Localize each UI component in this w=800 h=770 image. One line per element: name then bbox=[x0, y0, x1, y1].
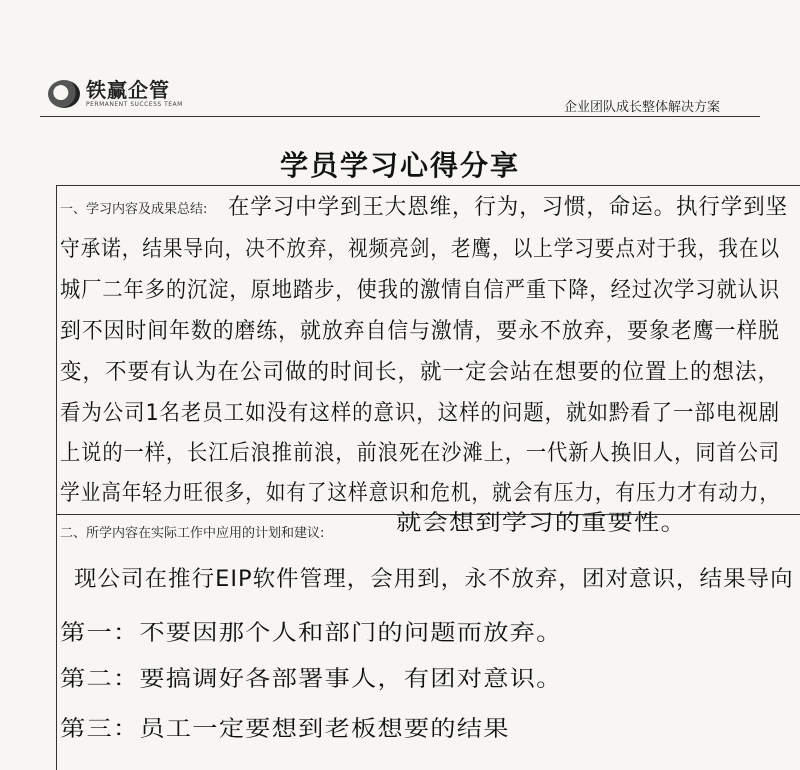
handwritten-line: 就会想到学习的重要性。 bbox=[396, 511, 687, 536]
handwritten-line: 现公司在推行EIP软件管理，会用到，永不放弃，团对意识，结果导向 bbox=[74, 567, 794, 592]
handwritten-line: 第一：不要因那个人和部门的问题而放弃。 bbox=[60, 621, 563, 646]
handwritten-line: 变，不要有认为在公司做的时间长，就一定会站在想要的位置上的想法， bbox=[60, 360, 781, 385]
handwritten-line: 看为公司1名老员工如没有这样的意识，这样的问题，就如黔看了一部电视剧 bbox=[60, 401, 780, 426]
handwritten-line: 第二：要搞调好各部署事人，有团对意识。 bbox=[60, 667, 563, 692]
section2-label: 二、所学内容在实际工作中应用的计划和建议: bbox=[60, 526, 325, 541]
handwritten-line: 第三：员工一定要想到老板想要的结果 bbox=[60, 717, 510, 742]
section1-label: 一、学习内容及成果总结: bbox=[60, 202, 208, 217]
handwritten-line: 上说的一样，长江后浪推前浪，前浪死在沙滩上，一代新人换旧人，同首公司 bbox=[60, 441, 781, 466]
logo-mark-icon bbox=[48, 80, 80, 108]
handwritten-line: 城厂二年多的沉淀，原地踏步，使我的激情自信严重下降，经过次学习就认识 bbox=[60, 278, 781, 303]
header-subtitle: 企业团队成长整体解决方案 bbox=[563, 100, 720, 115]
header-rule bbox=[40, 116, 760, 117]
logo-name: 铁赢企管 bbox=[86, 78, 170, 102]
company-logo bbox=[48, 80, 183, 108]
handwritten-line: 学业高年轻力旺很多，如有了这样意识和危机，就会有压力，有压力才有动力， bbox=[60, 481, 781, 506]
logo-tagline: PERMANENT SUCCESS TEAM bbox=[86, 101, 183, 108]
handwritten-line: 守承诺，结果导向，决不放弃，视频亮剑，老鹰，以上学习要点对于我，我在以 bbox=[60, 237, 781, 262]
handwritten-line: 到不因时间年数的磨练，就放弃自信与激情，要永不放弃，要象老鹰一样脱 bbox=[60, 319, 781, 344]
handwritten-line: 在学习中学到王大恩维，行为，习惯，命运。执行学到坚 bbox=[228, 195, 789, 220]
document-title: 学员学习心得分享 bbox=[279, 149, 520, 182]
